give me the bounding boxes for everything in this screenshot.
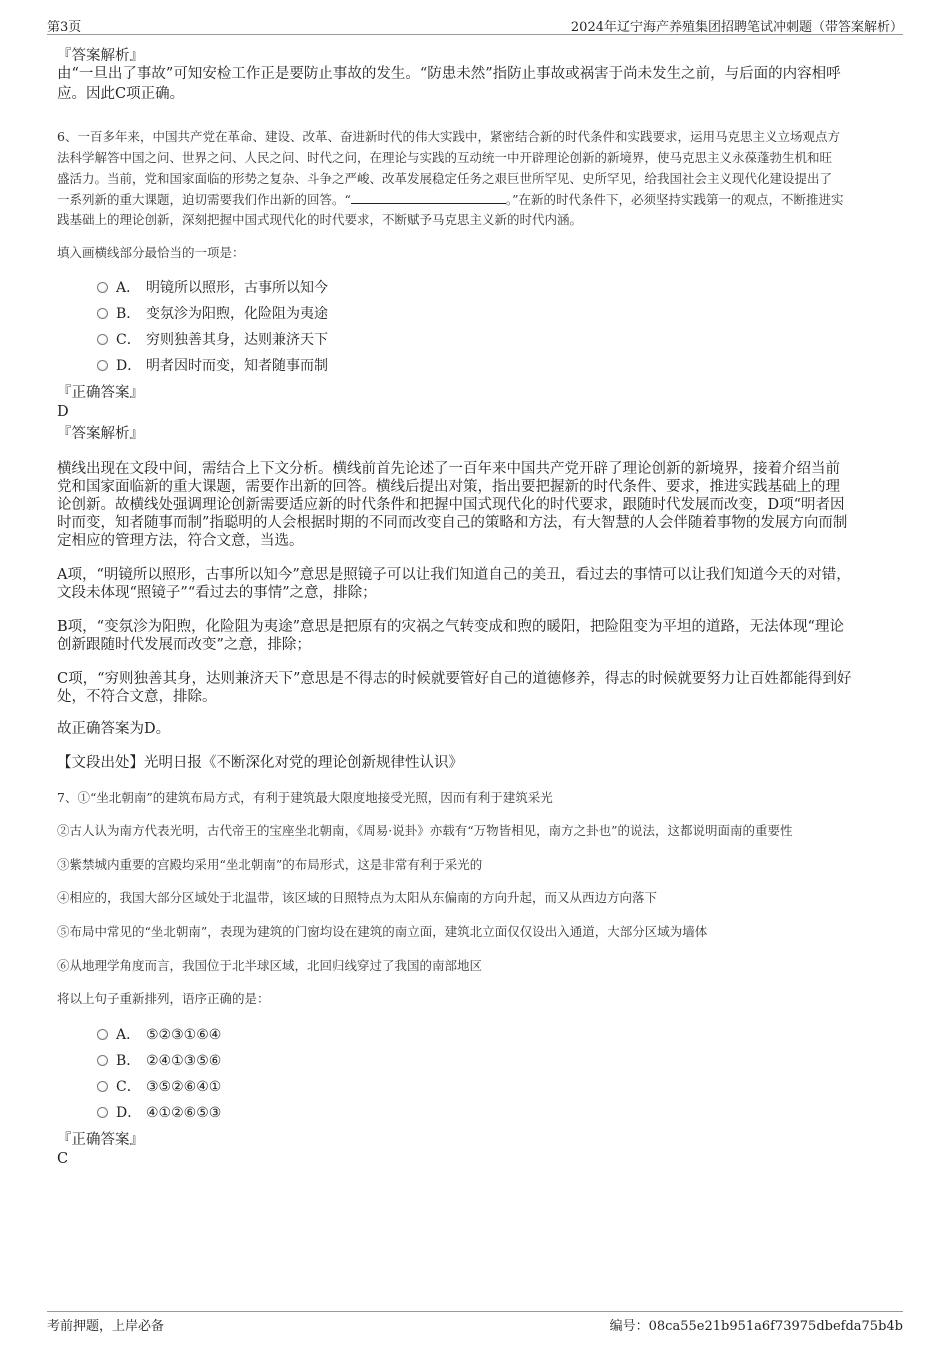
option-text: 变氛沴为阳煦，化险阻为夷途 (146, 306, 328, 322)
option-text: ②④①③⑤⑥ (146, 1053, 222, 1069)
radio-icon[interactable] (97, 308, 108, 319)
q6-option-b-analysis: 创新跟随时代发展而改变”之意，排除； (57, 637, 311, 653)
q6-correct-answer: D (57, 404, 69, 420)
q7-sentence: ⑤布局中常见的“坐北朝南”，表现为建筑的门窗均设在建筑的南立面，建筑北立面仅仅设出入通道，大部分区域为墙体 (57, 924, 708, 939)
q7-option-c[interactable] (97, 1078, 221, 1096)
q7-option-b[interactable] (97, 1052, 221, 1070)
option-text: 明者因时而变，知者随事而制 (146, 358, 328, 374)
q6-stem-line (57, 190, 897, 209)
q6-option-a-analysis: A项，“明镜所以照形，古事所以知今”意思是照镜子可以让我们知道自己的美丑，看过去的事情可以让我们知道今天的对错， (57, 567, 851, 583)
radio-icon[interactable] (97, 1029, 108, 1040)
q6-stem-line: 盛活力。当前，党和国家面临的形势之复杂、斗争之严峻、改革发展稳定任务之艰巨世所罕见、史所罕见，给我国社会主义现代化建设提出了 (57, 171, 833, 186)
option-letter: B． (116, 306, 141, 322)
option-text: ④①②⑥⑤③ (146, 1105, 222, 1121)
q7-option-d[interactable] (97, 1104, 221, 1122)
footer-slogan: 考前押题，上岸必备 (47, 1319, 165, 1334)
q6-analysis-line: 横线出现在文段中间，需结合上下文分析。横线前首先论述了一百年来中国共产党开辟了理论创新的新境界，接着介绍当前 (57, 461, 840, 477)
q6-stem-line: 践基础上的理论创新，深刻把握中国式现代化的时代要求，不断赋予马克思主义新的时代内涵。 (57, 212, 583, 227)
radio-icon[interactable] (97, 334, 108, 345)
option-letter: C． (116, 1079, 141, 1095)
q6-stem-line: 6、一百多年来，中国共产党在革命、建设、改革、奋进新时代的伟大实践中，紧密结合新的时代条件和实践要求，运用马克思主义立场观点方 (57, 129, 840, 144)
q6-option-b[interactable] (97, 305, 328, 323)
q6-stem-line: 法科学解答中国之问、世界之问、人民之问、时代之问，在理论与实践的互动统一中开辟理论创新的新境界，使马克思主义永葆蓬勃生机和旺 (57, 150, 833, 165)
q6-option-b-analysis: B项，“变氛沴为阳煦，化险阻为夷途”意思是把原有的灾祸之气转变成和煦的暖阳，把险阻变为平坦的道路，无法体现“理论 (57, 619, 844, 635)
q6-option-c-analysis: C项，“穷则独善其身，达则兼济天下”意思是不得志的时候就要管好自己的道德修养，得志的时候就要努力让百姓都能得到好 (57, 671, 852, 687)
option-text: 明镜所以照形，古事所以知今 (146, 280, 328, 296)
page-number: 第3页 (47, 20, 82, 35)
option-text: ⑤②③①⑥④ (146, 1027, 222, 1043)
option-text: ③⑤②⑥④① (146, 1079, 222, 1095)
q6-option-d[interactable] (97, 357, 328, 375)
radio-icon[interactable] (97, 282, 108, 293)
q6-stem-text: 一系列新的重大课题，迫切需要我们作出新的回答。“ (57, 192, 351, 207)
q6-analysis-label: 『答案解析』 (57, 426, 144, 442)
q6-source: 【文段出处】光明日报《不断深化对党的理论创新规律性认识》 (57, 755, 463, 771)
q6-correct-label: 『正确答案』 (57, 385, 144, 401)
q7-sentence: 7、①“坐北朝南”的建筑布局方式，有利于建筑最大限度地接受光照，因而有利于建筑采光 (57, 790, 553, 805)
q6-prompt: 填入画横线部分最恰当的一项是： (57, 245, 245, 260)
q7-sentence: ②古人认为南方代表光明，古代帝王的宝座坐北朝南，《周易·说卦》亦载有“万物皆相见，南方之卦也”的说法，这都说明面南的重要性 (57, 823, 793, 838)
q6-option-c[interactable] (97, 331, 328, 349)
q7-correct-answer: C (57, 1151, 69, 1167)
page-header (47, 14, 903, 35)
q7-sentence: ④相应的，我国大部分区域处于北温带，该区域的日照特点为太阳从东偏南的方向升起，而又从西边方向落下 (57, 890, 658, 905)
q5-analysis-label: 『答案解析』 (57, 48, 144, 64)
radio-icon[interactable] (97, 1107, 108, 1118)
radio-icon[interactable] (97, 1081, 108, 1092)
option-letter: D． (116, 358, 142, 374)
q7-option-a[interactable] (97, 1026, 221, 1044)
option-letter: D． (116, 1105, 142, 1121)
document-id: 编号：08ca55e21b951a6f73975dbefda75b4b (609, 1319, 903, 1334)
q7-sentence: ⑥从地理学角度而言，我国位于北半球区域，北回归线穿过了我国的南部地区 (57, 958, 483, 973)
q6-analysis-line: 党和国家面临新的重大课题，需要作出新的回答。横线后提出对策，指出要把握新的时代条件、要求，推进实践基础上的理 (57, 479, 840, 495)
radio-icon[interactable] (97, 360, 108, 371)
option-letter: B． (116, 1053, 141, 1069)
q6-analysis-line: 定相应的管理方法，符合文意，当选。 (57, 533, 304, 549)
q6-option-a[interactable] (97, 279, 328, 297)
q5-analysis-line: 由“一旦出了事故”可知安检工作正是要防止事故的发生。“防患未然”指防止事故或祸害于尚未发生之前，与后面的内容相呼 (57, 66, 841, 82)
document-title: 2024年辽宁海产养殖集团招聘笔试冲刺题（带答案解析） (570, 20, 903, 35)
option-letter: C． (116, 332, 141, 348)
q6-stem-text: 。”在新的时代条件下，必须坚持实践第一的观点，不断推进实 (505, 192, 844, 207)
option-text: 穷则独善其身，达则兼济天下 (146, 332, 328, 348)
q6-analysis-line: 论创新。故横线处强调理论创新需要适应新的时代条件和把握中国式现代化的时代要求，跟随时代发展而改变，D项“明者因 (57, 497, 845, 513)
q5-analysis-line: 应。因此C项正确。 (57, 86, 185, 102)
page-footer (47, 1311, 903, 1334)
radio-icon[interactable] (97, 1055, 108, 1066)
fill-in-blank (351, 191, 506, 204)
q6-option-a-analysis: 文段未体现“照镜子”“看过去的事情”之意，排除； (57, 585, 377, 601)
q6-analysis-line: 时而变，知者随事而制”指聪明的人会根据时期的不同而改变自己的策略和方法，有大智慧的人会伴随着事物的发展方向而制 (57, 515, 848, 531)
option-letter: A． (116, 280, 141, 296)
q7-sentence: ③紫禁城内重要的宫殿均采用“坐北朝南”的布局形式，这是非常有利于采光的 (57, 857, 483, 872)
option-letter: A． (116, 1027, 141, 1043)
q7-correct-label: 『正确答案』 (57, 1132, 144, 1148)
q6-conclusion: 故正确答案为D。 (57, 721, 171, 737)
q7-prompt: 将以上句子重新排列，语序正确的是： (57, 991, 270, 1006)
q6-option-c-analysis: 处，不符合文意，排除。 (57, 689, 217, 705)
